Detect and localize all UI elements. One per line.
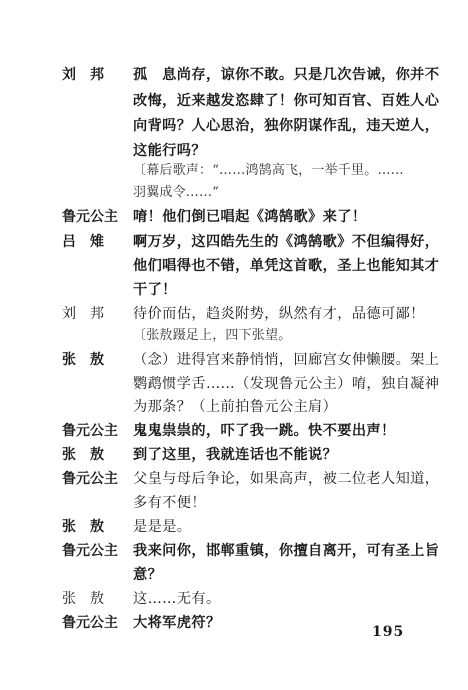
dialogue-line: [0, 492, 468, 516]
speaker-name: 吕 雉: [62, 234, 104, 250]
speaker-name: 鲁元公主: [62, 209, 118, 225]
dialogue-line: [0, 90, 468, 114]
dialogue-text: 啊万岁，这四皓先生的《鸿鹄歌》不但编得好，: [133, 234, 440, 250]
dialogue-text: 这……无有。: [133, 591, 221, 607]
stage-direction: [0, 182, 468, 206]
dialogue-line: [0, 373, 468, 397]
dialogue-text: 鬼鬼祟祟的，吓了我一跳。快不要出声！: [133, 423, 396, 439]
dialogue-text: 鹦鹉惯学舌……（发现鲁元公主）唷，独自凝神: [133, 376, 440, 392]
speaker-name: 张 敖: [62, 519, 104, 535]
speaker-name: 张 敖: [62, 447, 104, 463]
dialogue-line: [0, 396, 468, 420]
dialogue-text: 他们唱得也不错，单凭这首歌，圣上也能知其才: [133, 258, 440, 274]
dialogue-text: 孤 息尚存，谅你不敢。只是几次告诫，你并不: [133, 67, 440, 83]
dialogue-text: 到了这里，我就连话也不能说？: [133, 447, 338, 463]
dialogue-line: [0, 64, 468, 88]
speaker-name: 鲁元公主: [62, 615, 118, 631]
dialogue-line: [0, 279, 468, 303]
dialogue-text: 待价而估，趋炎附势，纵然有才，品德可鄙！: [133, 306, 425, 322]
dialogue-line: [0, 468, 468, 492]
stage-direction-text: 〔幕后歌声：“……鸿鹄高飞，一举千里。……: [133, 163, 404, 178]
dialogue-line: [0, 588, 468, 612]
dialogue-line: [0, 516, 468, 540]
stage-direction: [0, 325, 468, 349]
speaker-name: 刘 邦: [62, 67, 104, 83]
stage-direction-text: 羽翼成令……”: [133, 185, 220, 200]
stage-direction-text: 〔张敖蹑足上，四下张望。: [133, 328, 292, 343]
dialogue-text: 我来问你，邯郸重镇，你擅自离开，可有圣上旨: [133, 543, 440, 559]
dialogue-line: [0, 231, 468, 255]
dialogue-text: 父皇与母后争论，如果高声，被二位老人知道，: [133, 471, 440, 487]
dialogue-text: 多有不便！: [133, 495, 206, 511]
dialogue-text: 为那条？（上前拍鲁元公主肩）: [133, 399, 338, 415]
dialogue-text: 这能行吗？: [133, 143, 206, 159]
dialogue-text: 大将军虎符？: [133, 615, 221, 631]
dialogue-line: [0, 420, 468, 444]
speaker-name: 鲁元公主: [62, 423, 118, 439]
dialogue-line: [0, 540, 468, 564]
speaker-name: 张 敖: [62, 352, 104, 368]
speaker-name: 鲁元公主: [62, 543, 118, 559]
speaker-name: 张 敖: [62, 591, 104, 607]
page-number: 195: [372, 624, 405, 640]
dialogue-text: 唷！他们倒已唱起《鸿鹄歌》来了！: [133, 209, 367, 225]
dialogue-text: 意？: [133, 567, 163, 583]
dialogue-line: [0, 303, 468, 327]
dialogue-text: 向背吗？人心思治，独你阴谋作乱，违天逆人，: [133, 118, 440, 134]
dialogue-line: [0, 444, 468, 468]
dialogue-text: （念）进得宫来静悄悄，回廊宫女伸懒腰。架上: [133, 352, 440, 368]
dialogue-line: [0, 255, 468, 279]
dialogue-line: [0, 115, 468, 139]
dialogue-text: 是是是。: [133, 519, 192, 535]
dialogue-text: 改悔，近来越发恣肆了！你可知百官、百姓人心: [133, 93, 440, 109]
speaker-name: 鲁元公主: [62, 471, 118, 487]
dialogue-line: [0, 349, 468, 373]
dialogue-text: 干了！: [133, 282, 177, 298]
speaker-name: 刘 邦: [62, 306, 104, 322]
dialogue-line: [0, 564, 468, 588]
stage-direction: [0, 160, 468, 184]
dialogue-line: [0, 206, 468, 230]
